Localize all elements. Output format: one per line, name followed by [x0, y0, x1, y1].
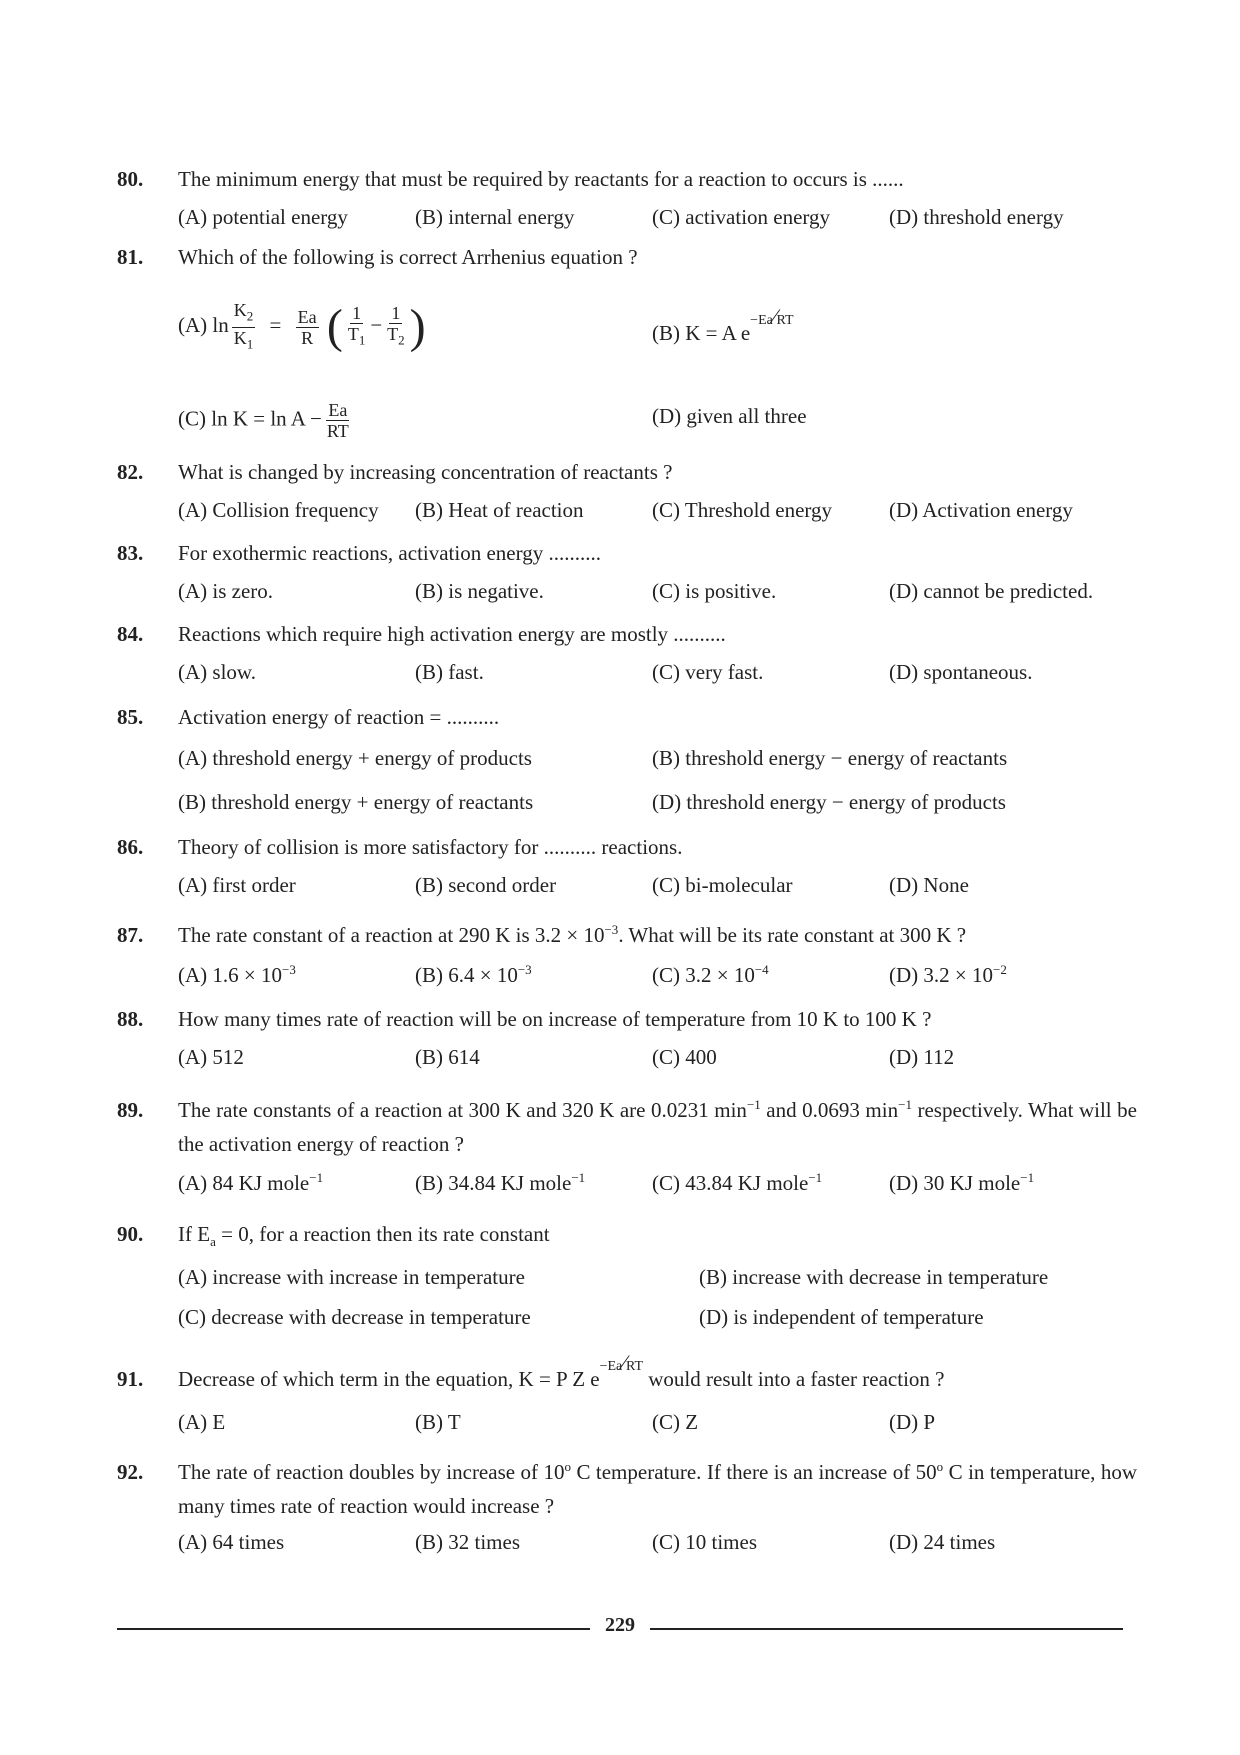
page-number: 229 [605, 1614, 635, 1636]
option-d[interactable]: (D) cannot be predicted. [889, 579, 1094, 603]
question-text: How many times rate of reaction will be on increase of temperature from 10 K to 100 K ? [178, 1007, 932, 1031]
option-b[interactable]: (B) T [415, 1410, 461, 1434]
option-a[interactable]: (A) E [178, 1410, 226, 1434]
question-82 [117, 455, 1137, 489]
question-text: Which of the following is correct Arrhenius equation ? [178, 245, 638, 269]
option-c[interactable]: (C) activation energy [652, 205, 831, 229]
option-a[interactable]: (A) ln $\frac{K_2}{K_1}$ = $\frac{Ea}{R}$ ( $\frac{1}{T_1}$ − $\frac{1}{T_2}$ ) [178, 300, 426, 354]
option-d[interactable]: (D) 112 [889, 1045, 955, 1069]
option-b[interactable]: (B) K = A e−Ea⁄RT [652, 304, 794, 345]
footer-rule-right [650, 1628, 1123, 1630]
question-text: What is changed by increasing concentration of reactants ? [178, 460, 673, 484]
option-c[interactable]: (C) is positive. [652, 579, 777, 603]
option-c[interactable]: (C) very fast. [652, 660, 764, 684]
question-number: 90. [117, 1222, 144, 1246]
question-81 [117, 240, 1137, 274]
option-c[interactable]: (C) decrease with decrease in temperature [178, 1305, 531, 1329]
question-90 [117, 1217, 1137, 1259]
question-number: 83. [117, 541, 144, 565]
option-c[interactable]: (C) 43.84 KJ mole$^{-1}$ [652, 1170, 823, 1195]
option-b[interactable]: (B) 34.84 KJ mole$^{-1}$ [415, 1170, 586, 1195]
option-a[interactable]: (A) threshold energy + energy of products [178, 746, 532, 770]
question-number: 86. [117, 835, 144, 859]
question-86 [117, 830, 1137, 864]
option-c[interactable]: (C) $3.2 \times 10^{-4}$ [652, 962, 769, 987]
option-b[interactable]: (B) internal energy [415, 205, 575, 229]
option-c[interactable]: (C) bi-molecular [652, 873, 793, 897]
option-c[interactable]: (C) ln K = ln A − $\frac{Ea}{RT}$ [178, 400, 349, 441]
option-b2[interactable]: (B) threshold energy + energy of reactants [178, 790, 534, 814]
option-b[interactable]: (B) Heat of reaction [415, 498, 584, 522]
option-b[interactable]: (B) second order [415, 873, 557, 897]
option-a[interactable]: (A) 64 times [178, 1530, 285, 1554]
question-text: The rate constants of a reaction at 300 K and 320 K are 0.0231 $\min^{-1}$ and 0.0693 $\min^{-1}$ respectively. What will be the activation energy of reaction ? [178, 1097, 1137, 1156]
option-d[interactable]: (D) $3.2 \times 10^{-2}$ [889, 962, 1007, 987]
option-d[interactable]: (D) given all three [652, 404, 807, 428]
question-number: 80. [117, 167, 144, 191]
question-number: 89. [117, 1098, 144, 1122]
option-c[interactable]: (C) Threshold energy [652, 498, 833, 522]
question-number: 82. [117, 460, 144, 484]
option-a[interactable]: (A) 512 [178, 1045, 244, 1069]
option-d[interactable]: (D) threshold energy − energy of products [652, 790, 1006, 814]
option-a[interactable]: (A) is zero. [178, 579, 274, 603]
option-d[interactable]: (D) Activation energy [889, 498, 1073, 522]
option-c[interactable]: (C) 400 [652, 1045, 717, 1069]
option-d[interactable]: (D) 24 times [889, 1530, 996, 1554]
option-d[interactable]: (D) P [889, 1410, 936, 1434]
option-b[interactable]: (B) threshold energy − energy of reactants [652, 746, 1008, 770]
question-text: Theory of collision is more satisfactory for .......... reactions. [178, 835, 683, 859]
question-number: 91. [117, 1367, 144, 1391]
options-81-row1 [178, 300, 1138, 360]
question-91 [117, 1350, 1137, 1400]
option-b[interactable]: (B) $6.4 \times 10^{-3}$ [415, 962, 532, 987]
question-92 [117, 1450, 1137, 1523]
option-a[interactable]: (A) Collision frequency [178, 498, 379, 522]
question-number: 84. [117, 622, 144, 646]
question-88 [117, 1002, 1137, 1036]
question-83 [117, 536, 1137, 570]
option-a[interactable]: (A) 84 KJ mole$^{-1}$ [178, 1170, 324, 1195]
footer-rule-left [117, 1628, 590, 1630]
option-d[interactable]: (D) is independent of temperature [699, 1305, 984, 1329]
option-c[interactable]: (C) 10 times [652, 1530, 757, 1554]
option-a[interactable]: (A) first order [178, 873, 296, 897]
option-a[interactable]: (A) potential energy [178, 205, 348, 229]
option-b[interactable]: (B) 32 times [415, 1530, 520, 1554]
question-text: The rate of reaction doubles by increase of 10$^o$ C temperature. If there is an increase of 50$^o$ C in temperature, how many times rate of reaction would increase ? [178, 1459, 1138, 1518]
option-b[interactable]: (B) increase with decrease in temperature [699, 1265, 1049, 1289]
question-number: 85. [117, 705, 144, 729]
question-text: The minimum energy that must be required by reactants for a reaction to occurs is ...... [178, 167, 904, 191]
question-87 [117, 913, 1137, 952]
question-80 [117, 162, 1137, 196]
question-number: 81. [117, 245, 144, 269]
question-85 [117, 700, 1137, 734]
question-text: If $E_a = 0$, for a reaction then its rate constant [178, 1222, 550, 1250]
question-text: Decrease of which term in the equation, K = P Z e−Ea⁄RT would result into a faster reaction ? [178, 1350, 945, 1391]
question-text: The rate constant of a reaction at 290 K is $3.2 \times 10^{-3}$. What will be its rate constant at 300 K ? [178, 922, 967, 947]
question-text: For exothermic reactions, activation energy .......... [178, 541, 601, 565]
question-89 [117, 1088, 1137, 1161]
question-number: 88. [117, 1007, 144, 1031]
question-number: 92. [117, 1460, 144, 1484]
option-b[interactable]: (B) 614 [415, 1045, 480, 1069]
question-text: Activation energy of reaction = .......... [178, 705, 500, 729]
question-84 [117, 617, 1137, 651]
option-d[interactable]: (D) spontaneous. [889, 660, 1033, 684]
question-text: Reactions which require high activation energy are mostly .......... [178, 622, 726, 646]
option-a[interactable]: (A) increase with increase in temperature [178, 1265, 525, 1289]
option-d[interactable]: (D) 30 KJ mole$^{-1}$ [889, 1170, 1035, 1195]
option-a[interactable]: (A) $1.6 \times 10^{-3}$ [178, 962, 296, 987]
question-number: 87. [117, 923, 144, 947]
option-d[interactable]: (D) None [889, 873, 969, 897]
option-b[interactable]: (B) is negative. [415, 579, 544, 603]
option-c[interactable]: (C) Z [652, 1410, 699, 1434]
option-b[interactable]: (B) fast. [415, 660, 484, 684]
option-a[interactable]: (A) slow. [178, 660, 256, 684]
option-d[interactable]: (D) threshold energy [889, 205, 1064, 229]
